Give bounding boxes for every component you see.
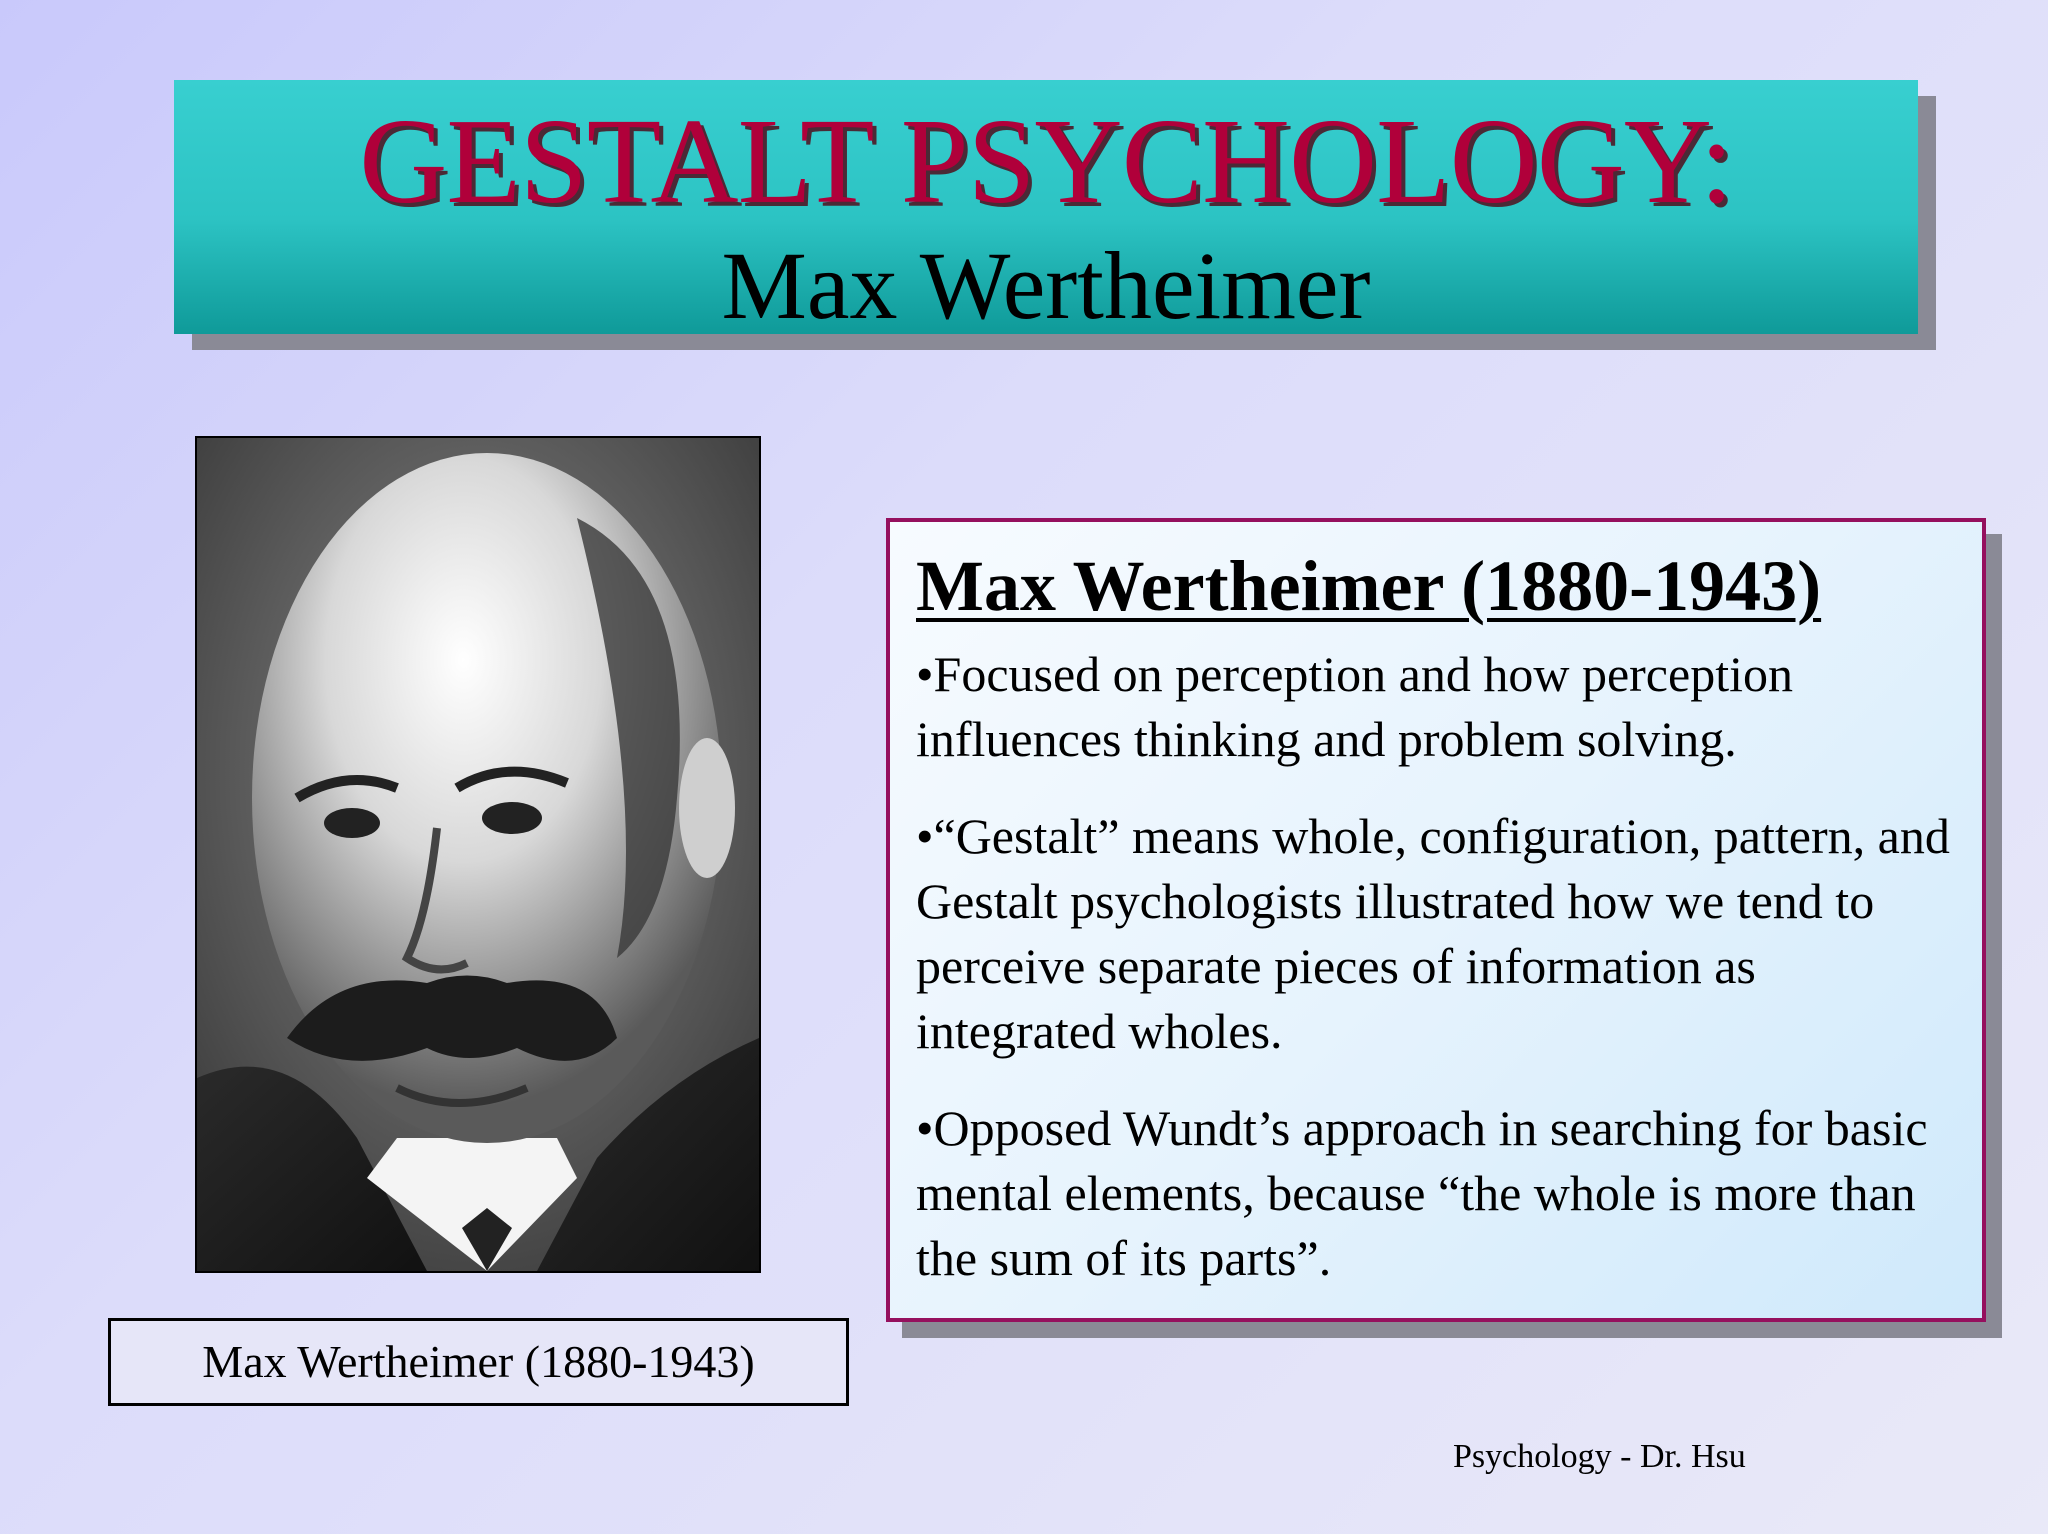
portrait-photo [195,436,761,1273]
info-panel [886,518,1986,1322]
portrait-illustration [197,438,759,1271]
bullet-item: •“Gestalt” means whole, configuration, pattern, and Gestalt psychologists illustrated how we tend to perceive separate pieces of information as integrated wholes. [916,808,1950,1059]
footer-credit: Psychology - Dr. Hsu [1453,1438,1746,1475]
photo-caption: Max Wertheimer (1880-1943) [108,1318,849,1406]
bullet-item: •Focused on perception and how perception influences thinking and problem solving. [916,646,1793,767]
title-banner [174,80,1918,339]
bullet-item: •Opposed Wundt’s approach in searching for basic mental elements, because “the whole is more than the sum of its parts”. [916,1100,1928,1286]
slide-subtitle: Max Wertheimer [721,232,1371,339]
info-heading: Max Wertheimer (1880-1943) [916,546,1822,626]
slide-title: GESTALT PSYCHOLOGY: [359,94,1733,229]
